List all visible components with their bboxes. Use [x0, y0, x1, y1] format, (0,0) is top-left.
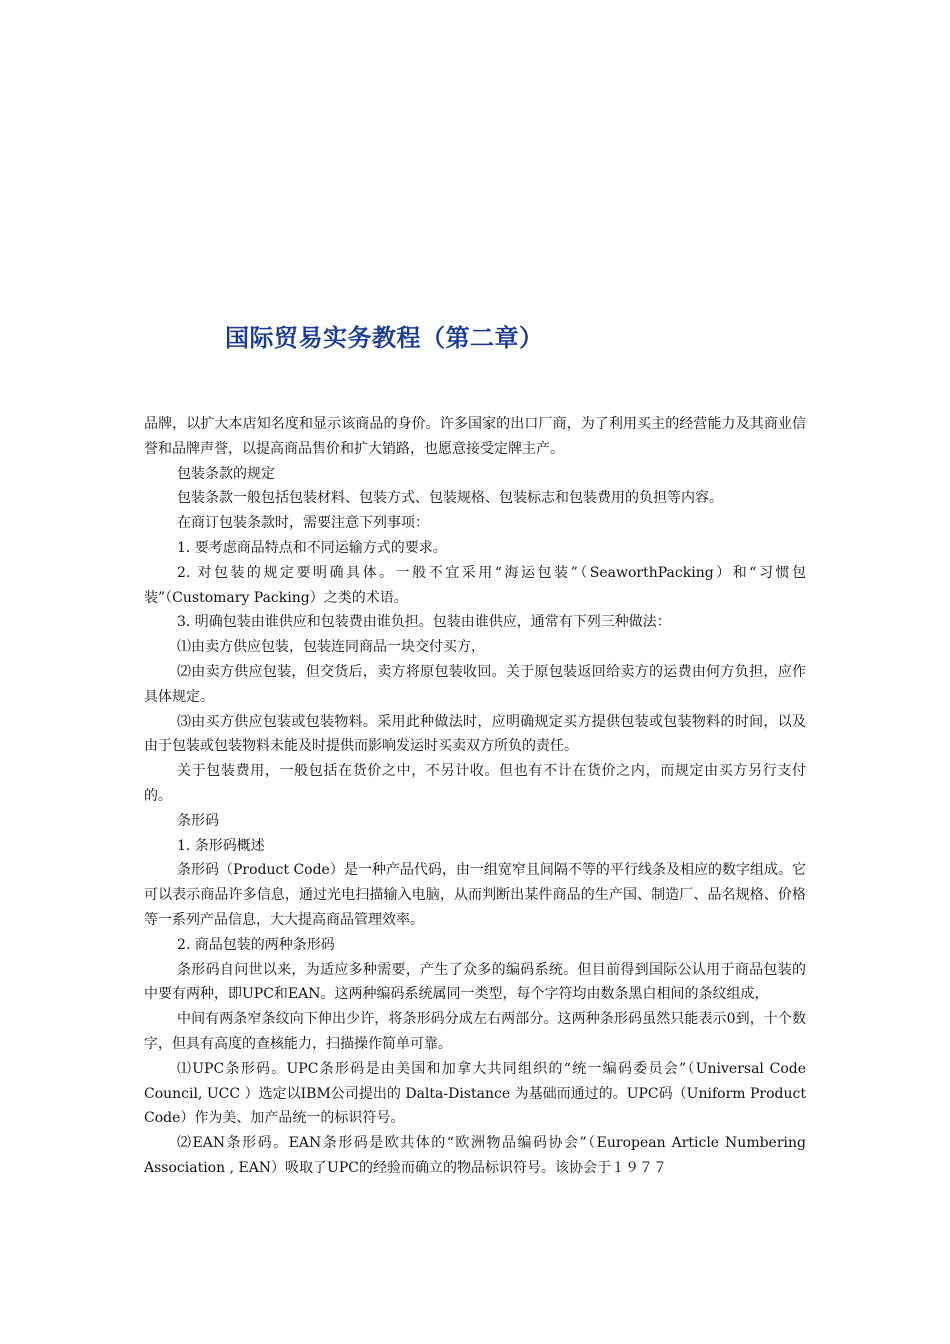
- body-paragraph: 2. 商品包装的两种条形码: [177, 936, 335, 953]
- body-paragraph: 包装条款一般包括包装材料、包装方式、包装规格、包装标志和包装费用的负担等内容。: [177, 490, 723, 507]
- body-paragraph: 品牌，以扩大本店知名度和显示该商品的身价。许多国家的出口厂商，为了利用买主的经营能力及其商业信誉和品牌声誉，以提高商品售价和扩大销路，也愿意接受定牌主产。: [144, 416, 806, 457]
- body-paragraph: 条形码（Product Code）是一种产品代码，由一组宽窄且间隔不等的平行线条及相应的数字组成。它可以表示商品许多信息，通过光电扫描输入电脑，从而判断出某件商品的生产国、制造厂、品名规格、价格等一系列产品信息，大大提高商品管理效率。: [144, 862, 806, 928]
- body-paragraph: 2. 对包装的规定要明确具体。一般不宜采用“海运包装”（SeaworthPacking）和“习惯包装”（Customary Packing）之类的术语。: [144, 564, 806, 606]
- body-paragraph: 在商订包装条款时，需要注意下列事项：: [177, 515, 429, 532]
- document-title: 国际贸易实务教程（第二章）: [225, 323, 544, 352]
- body-paragraph: 1. 条形码概述: [177, 837, 265, 854]
- body-paragraph: 3. 明确包装由谁供应和包装费由谁负担。包装由谁供应，通常有下列三种做法：: [177, 614, 671, 631]
- body-paragraph: 包装条款的规定: [177, 465, 275, 482]
- body-paragraph: 条形码: [177, 812, 219, 829]
- body-paragraph: ⑴由卖方供应包装，包装连同商品一块交付买方，: [177, 639, 485, 656]
- body-paragraph: ⑵由卖方供应包装，但交货后，卖方将原包装收回。关于原包装返回给卖方的运费由何方负担，应作具体规定。: [144, 663, 806, 705]
- body-paragraph: 1. 要考虑商品特点和不同运输方式的要求。: [177, 539, 447, 556]
- body-paragraph: ⑶由买方供应包装或包装物料。采用此种做法时，应明确规定买方提供包装或包装物料的时间，以及由于包装或包装物料未能及时提供而影响发运时买卖双方所负的责任。: [144, 713, 806, 755]
- body-paragraph: 关于包装费用，一般包括在货价之中，不另计收。但也有不计在货价之内，而规定由买方另行支付的。: [144, 763, 806, 804]
- document-body: [144, 412, 806, 1181]
- body-paragraph: ⑵EAN条形码。EAN条形码是欧共体的“欧洲物品编码协会”（European Article Numbering Association , EAN）吸取了UPC的经验而确立的物品标识符号。该协会于１９７７: [144, 1135, 806, 1176]
- body-paragraph: 条形码自问世以来，为适应多种需要，产生了众多的编码系统。但目前得到国际公认用于商品包装的中要有两种，即UPC和EAN。这两种编码系统属同一类型，每个字符均由数条黑白相间的条纹组成，: [144, 961, 806, 1003]
- body-paragraph: 中间有两条窄条纹向下伸出少许，将条形码分成左右两部分。这两种条形码虽然只能表示0到，十个数字，但具有高度的查核能力，扫描操作简单可靠。: [144, 1011, 806, 1052]
- body-paragraph: ⑴UPC条形码。UPC条形码是由美国和加拿大共同组织的“统一编码委员会”（Universal Code Council, UCC ）选定以IBM公司提出的 Dalta-Distance 为基础而通过的。UPC码（Uniform Product Code）作为美、加产品统一的标识符号。: [144, 1060, 806, 1127]
